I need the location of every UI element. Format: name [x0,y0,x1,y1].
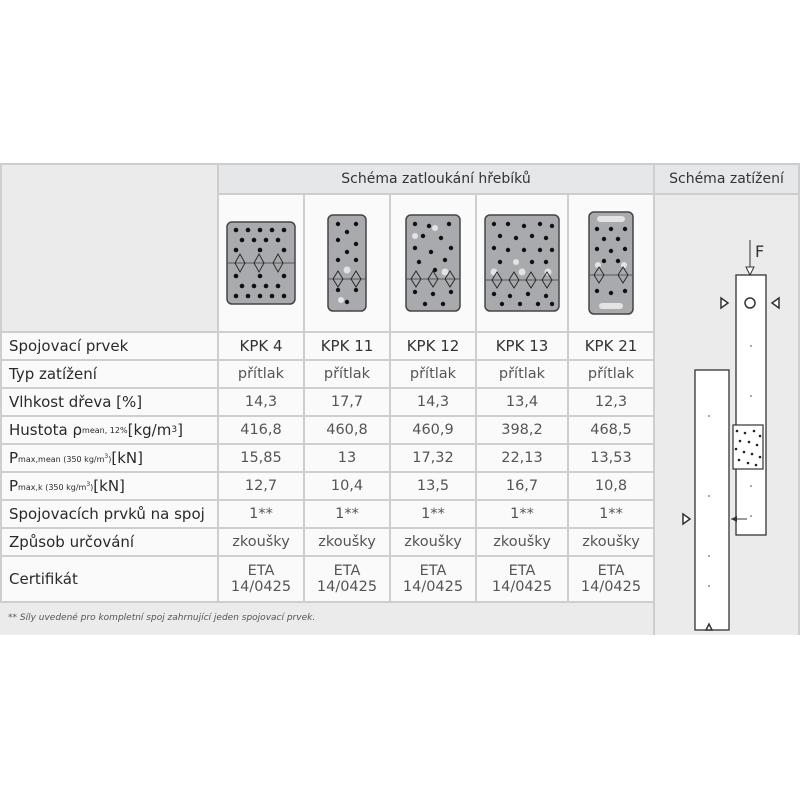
nailing-figure-kpk21 [569,195,653,331]
footnote: ** Síly uvedené pro kompletní spoj zahrnující jeden spojovací prvek. [8,613,316,623]
cell-certificate: ETA 14/0425 [391,557,475,601]
cell-density: 416,8 [219,417,303,443]
cell-per-joint: 1** [305,501,389,527]
cell-connector: KPK 4 [219,333,303,359]
cell-pmax-mean: 15,85 [219,445,303,471]
load-scheme-header: Schéma zatížení [655,165,798,193]
cell-certificate: ETA 14/0425 [569,557,653,601]
cell-per-joint: 1** [391,501,475,527]
row-label-certificate: Certifikát [2,557,217,601]
row-label-connector: Spojovací prvek [2,333,217,359]
nailing-scheme-header: Schéma zatloukání hřebíků [219,165,653,193]
cell-certificate: ETA 14/0425 [219,557,303,601]
row-label-method: Způsob určování [2,529,217,555]
row-label-per-joint: Spojovacích prvků na spoj [2,501,217,527]
cell-connector: KPK 11 [305,333,389,359]
cell-moisture: 17,7 [305,389,389,415]
cell-method: zkoušky [569,529,653,555]
cell-connector: KPK 13 [477,333,567,359]
cell-load-type: přítlak [391,361,475,387]
cell-load-type: přítlak [477,361,567,387]
cell-per-joint: 1** [569,501,653,527]
cell-moisture: 14,3 [391,389,475,415]
cell-per-joint: 1** [477,501,567,527]
cell-load-type: přítlak [219,361,303,387]
row-label-density: Hustota ρ mean, 12% [kg/m 3 ] [2,417,217,443]
row-label-pmax-mean: P max,mean (350 $kg/m^3$) [kN] [2,445,217,471]
cell-pmax-k: 12,7 [219,473,303,499]
cell-density: 468,5 [569,417,653,443]
nailing-figure-kpk12 [391,195,475,331]
cell-density: 460,9 [391,417,475,443]
cell-moisture: 13,4 [477,389,567,415]
cell-pmax-mean: 22,13 [477,445,567,471]
cell-moisture: 12,3 [569,389,653,415]
cell-load-type: přítlak [569,361,653,387]
cell-density: 398,2 [477,417,567,443]
cell-pmax-k: 13,5 [391,473,475,499]
force-label: F [755,242,765,261]
cell-pmax-mean: 17,32 [391,445,475,471]
nailing-figure-kpk4 [219,195,303,331]
row-label-load-type: Typ zatížení [2,361,217,387]
cell-pmax-k: 10,4 [305,473,389,499]
nailing-figure-kpk11 [305,195,389,331]
cell-connector: KPK 12 [391,333,475,359]
empty-corner-cell [2,165,217,331]
spec-table [0,163,800,635]
footnote-area [0,603,653,635]
cell-density: 460,8 [305,417,389,443]
nailing-figure-kpk13 [477,195,567,331]
cell-pmax-k: 10,8 [569,473,653,499]
cell-connector: KPK 21 [569,333,653,359]
cell-moisture: 14,3 [219,389,303,415]
cell-method: zkoušky [219,529,303,555]
cell-method: zkoušky [391,529,475,555]
row-label-pmax-k: P max,k (350 $kg/m^3$) [kN] [2,473,217,499]
cell-pmax-k: 16,7 [477,473,567,499]
load-scheme-panel [655,195,798,635]
cell-certificate: ETA 14/0425 [477,557,567,601]
cell-pmax-mean: 13 [305,445,389,471]
cell-method: zkoušky [305,529,389,555]
cell-per-joint: 1** [219,501,303,527]
cell-method: zkoušky [477,529,567,555]
load-scheme-diagram [655,195,798,635]
cell-certificate: ETA 14/0425 [305,557,389,601]
row-label-moisture: Vlhkost dřeva [%] [2,389,217,415]
cell-pmax-mean: 13,53 [569,445,653,471]
cell-load-type: přítlak [305,361,389,387]
